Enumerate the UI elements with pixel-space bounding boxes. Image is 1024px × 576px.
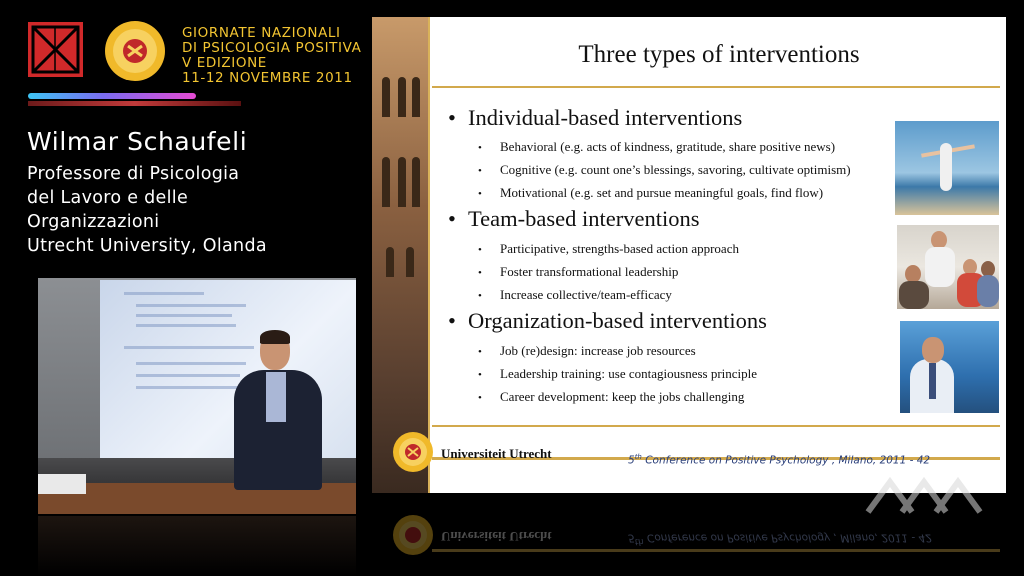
list-item: • Job (re)design: increase job resources	[478, 343, 696, 358]
event-title-line-3: V EDIZIONE	[182, 55, 267, 71]
speaker-role-line-2: del Lavoro e delle	[27, 188, 189, 208]
section-heading-organization: • Organization-based interventions	[448, 308, 767, 333]
speaker-role-line-1: Professore di Psicologia	[27, 164, 240, 184]
channel-watermark-icon	[864, 472, 988, 518]
slide-title: Three types of interventions	[578, 41, 860, 68]
slide-photo-jumping-woman	[895, 121, 999, 215]
slide-bottom-rule	[432, 425, 1000, 427]
presentation-slide	[372, 17, 1006, 493]
list-item: • Increase collective/team-efficacy	[478, 287, 672, 302]
university-seal-icon	[104, 20, 166, 82]
speaker-role-line-3: Organizzazioni	[27, 212, 160, 232]
speaker-video	[38, 278, 356, 514]
video-nameplate	[38, 474, 86, 494]
slide-photo-team-meeting	[897, 225, 999, 309]
speaker-shirt	[266, 372, 286, 422]
event-logo-icon	[28, 22, 83, 77]
footer-university-name: Universiteit Utrecht	[441, 446, 552, 461]
speaker-role	[27, 162, 267, 258]
footer-conference-text: 5th Conference on Positive Psychology , Milano, 2011 - 42	[628, 453, 931, 467]
reflection-conference-text: 5th Conference on Positive Psychology , Milano, 2011 - 42	[628, 531, 932, 546]
event-title-line-4: 11-12 NOVEMBRE 2011	[182, 70, 353, 86]
slide-photo-businessman	[900, 321, 999, 413]
decorative-gradient-bar	[28, 93, 196, 99]
speaker-role-line-4: Utrecht University, Olanda	[27, 236, 267, 256]
event-title	[182, 26, 361, 86]
slide-tower-photo-strip	[372, 17, 428, 493]
section-heading-team: • Team-based interventions	[448, 206, 700, 231]
list-item: • Participative, strengths-based action approach	[478, 241, 739, 256]
reflection-university-name: Universiteit Utrecht	[441, 529, 552, 544]
slide-title-rule	[432, 86, 1000, 88]
speaker-name: Wilmar Schaufeli	[27, 127, 248, 156]
section-heading-individual: • Individual-based interventions	[448, 105, 743, 130]
event-title-line-2: DI PSICOLOGIA POSITIVA	[182, 40, 362, 56]
university-seal-icon	[392, 431, 434, 473]
list-item: • Cognitive (e.g. count one’s blessings, savoring, cultivate optimism)	[478, 162, 851, 177]
list-item: • Foster transformational leadership	[478, 264, 679, 279]
list-item: • Motivational (e.g. set and pursue meaningful goals, find flow)	[478, 185, 824, 200]
video-reflection	[38, 516, 356, 576]
event-title-line-1: GIORNATE NAZIONALI	[182, 25, 341, 41]
decorative-red-bar	[28, 101, 241, 106]
list-item: • Behavioral (e.g. acts of kindness, gratitude, share positive news)	[478, 139, 836, 154]
speaker-hair	[260, 330, 290, 344]
list-item: • Career development: keep the jobs challenging	[478, 389, 745, 404]
slide-gold-divider	[428, 17, 430, 493]
list-item: • Leadership training: use contagiousness principle	[478, 366, 758, 381]
